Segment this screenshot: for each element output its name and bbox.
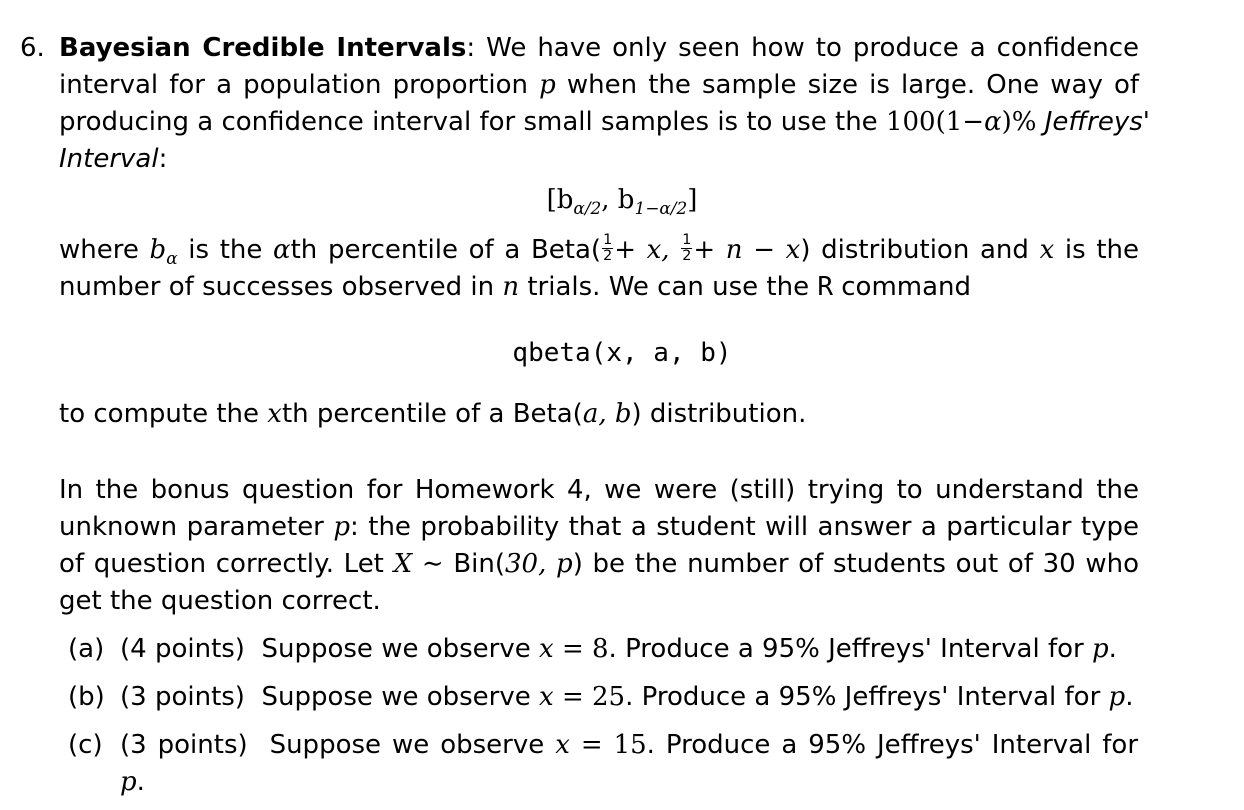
paragraph-2-line-4: get the question correct. [59,586,381,616]
successes-line: number of successes observed in n trials. We can use the R command [59,272,972,302]
paragraph-2-line-2: unknown parameter p: the probability that a student will answer a particular type [59,512,1140,542]
where-line: where $b_\alpha$ is the αth percentile of a Beta( $\frac{1}{2}$ + x, $\frac{1}{2}$ + n − x) distribution and x is the [59,232,1140,268]
part-a-text: (4 points) Suppose we observe x = 8. Produce a 95% Jeffreys' Interval for p. [120,634,1117,664]
problem-number: 6. [20,33,45,63]
part-b-text: (3 points) Suppose we observe x = 25. Produce a 95% Jeffreys' Interval for p. [120,682,1134,712]
part-b-label: (b) [68,682,105,712]
r-code-qbeta: qbeta(x, a, b) [512,338,732,368]
problem-intro-line-3: producing a confidence interval for small samples is to use the 100(1−α)% Jeffreys' [59,107,1150,137]
part-c-label: (c) [68,730,103,760]
paragraph-2-line-1: In the bonus question for Homework 4, we were (still) trying to understand the [59,475,1139,505]
paragraph-2-line-3: of question correctly. Let X ∼ Bin(30, p) be the number of students out of 30 who [59,549,1140,579]
compute-line: to compute the xth percentile of a Beta(a, b) distribution. [59,399,807,429]
problem-intro-line-4: Interval: [59,144,168,174]
jeffreys-interval-formula: [$b_{\alpha/2}$, $b_{1-\alpha/2}$] [546,185,698,218]
part-a-label: (a) [68,634,105,664]
problem-intro-line-2: interval for a population proportion p when the sample size is large. One way of [59,70,1140,100]
part-c-text: (3 points) Suppose we observe x = 15. Produce a 95% Jeffreys' Interval for [120,730,1139,760]
problem-title: Bayesian Credible Intervals [59,33,467,63]
problem-intro-line-1: Bayesian Credible Intervals: We have only seen how to produce a confidence [59,33,1140,63]
part-c-continuation: p. [120,767,145,797]
